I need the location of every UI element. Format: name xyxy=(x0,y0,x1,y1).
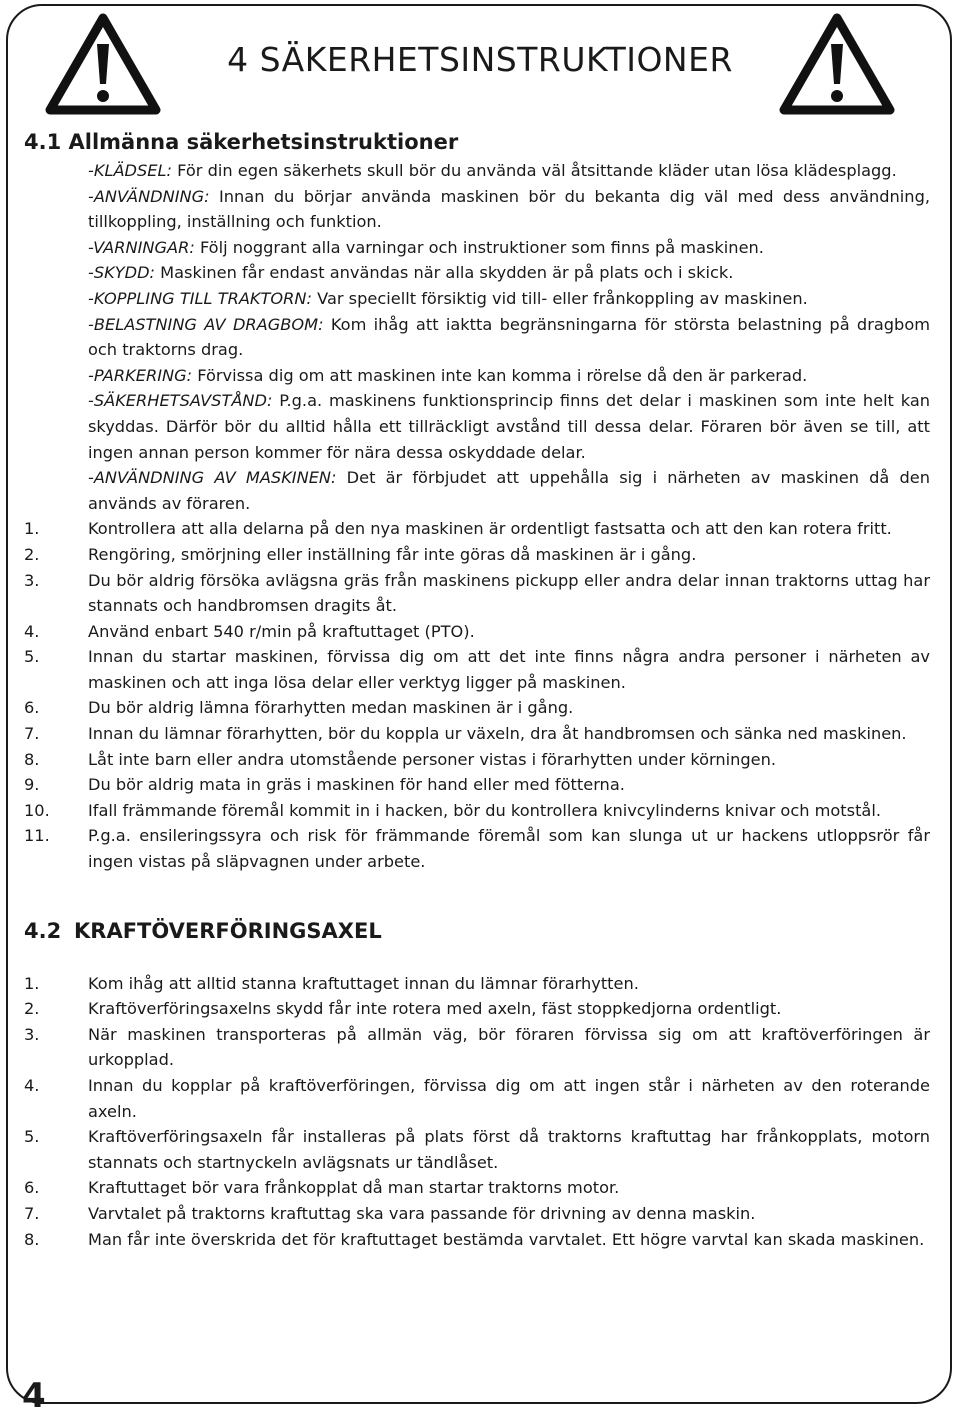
instruction-lead: -VARNINGAR: xyxy=(88,237,195,257)
section-heading xyxy=(24,915,930,947)
instruction-text: Var speciellt försiktig vid till- eller frånkoppling av maskinen. xyxy=(312,288,808,308)
list-item-text: Använd enbart 540 r/min på kraftuttaget (PTO). xyxy=(88,621,475,641)
list-item-text: Kraftöverföringsaxeln får installeras på plats först då traktorns kraftuttag har frånkopplats, motorn stannats och startnyckeln avlägsnats ur tändlåset. xyxy=(88,1127,930,1172)
instruction-lead: -BELASTNING AV DRAGBOM: xyxy=(88,314,324,334)
instruction-lead: -PARKERING: xyxy=(88,365,193,385)
list-item xyxy=(24,996,930,1022)
list-item-text: Kraftuttaget bör vara frånkopplat då man startar traktorns motor. xyxy=(88,1178,620,1198)
list-item-text: Man får inte överskrida det för kraftuttaget bestämda varvtalet. Ett högre varvtal kan skada maskinen. xyxy=(88,1229,925,1249)
instruction-text: P.g.a. maskinens funktionsprincip finns det delar i maskinen som inte helt kan skyddas. Därför bör du alltid hålla ett tillräckligt avstånd till dessa delar. Föraren bör även se till, att ingen annan person kommer för nära dessa oskyddade delar. xyxy=(88,391,930,462)
general-instructions xyxy=(24,158,930,516)
instruction-paragraph xyxy=(88,235,930,261)
instruction-lead: -KLÄDSEL: xyxy=(88,161,172,180)
list-item-text: Kontrollera att alla delarna på den nya maskinen är ordentligt fastsatta och att den kan rotera fritt. xyxy=(88,519,892,539)
instruction-lead: -ANVÄNDNING: xyxy=(88,186,210,206)
instruction-paragraph xyxy=(88,158,930,184)
list-item xyxy=(24,695,930,721)
list-item-text: Innan du kopplar på kraftöverföringen, förvissa dig om att ingen står i närheten av den roterande axeln. xyxy=(88,1076,930,1121)
list-item-text: Rengöring, smörjning eller inställning får inte göras då maskinen är i gång. xyxy=(88,544,697,564)
list-item-number: 8. xyxy=(24,749,40,769)
list-item xyxy=(24,798,930,824)
list-item-number: 2. xyxy=(24,999,40,1019)
list-item-number: 4. xyxy=(24,621,40,641)
list-item xyxy=(24,516,930,542)
list-item-number: 3. xyxy=(24,1024,40,1044)
instruction-paragraph xyxy=(88,388,930,465)
list-item-number: 8. xyxy=(24,1229,40,1249)
page-title: 4 SÄKERHETSINSTRUKTIONER xyxy=(227,40,733,79)
instruction-paragraph xyxy=(88,312,930,363)
list-item-number: 5. xyxy=(24,1127,40,1147)
section-number: 4.1 xyxy=(24,130,62,154)
list-item xyxy=(24,823,930,874)
instruction-paragraph xyxy=(88,363,930,389)
list-item-number: 11. xyxy=(24,826,50,846)
list-item-text: P.g.a. ensileringssyra och risk för främmande föremål som kan slunga ut ur hackens utloppsrör får ingen vistas på släpvagnen under arbete. xyxy=(88,826,930,872)
list-item-text: Innan du startar maskinen, förvissa dig om att det inte finns några andra personer i närheten av maskinen och att inga lösa delar eller verktyg ligger på maskinen. xyxy=(88,647,930,692)
list-item-number: 10. xyxy=(24,800,50,820)
list-item xyxy=(24,721,930,747)
instruction-lead: -KOPPLING TILL TRAKTORN: xyxy=(88,288,312,308)
list-item-number: 6. xyxy=(24,698,40,718)
list-item-number: 9. xyxy=(24,775,40,795)
instruction-paragraph xyxy=(88,465,930,516)
list-item-number: 4. xyxy=(24,1076,40,1095)
list-item xyxy=(24,1227,930,1253)
list-item xyxy=(24,1201,930,1227)
list-item xyxy=(24,568,930,619)
list-item-text: När maskinen transporteras på allmän väg, bör föraren förvissa sig om att kraftöverföringen är urkopplad. xyxy=(88,1024,930,1070)
page-number: 4 xyxy=(22,1376,46,1416)
list-item xyxy=(24,1073,930,1124)
instruction-paragraph xyxy=(88,260,930,286)
list-item xyxy=(24,542,930,568)
warning-triangle-icon xyxy=(44,12,162,116)
list-item-number: 1. xyxy=(24,519,40,539)
section-number: 4.2 xyxy=(24,918,62,943)
list-item xyxy=(24,619,930,645)
list-item-text: Låt inte barn eller andra utomstående personer vistas i förarhytten under körningen. xyxy=(88,749,777,769)
list-item-number: 2. xyxy=(24,544,40,564)
list-item-text: Du bör aldrig mata in gräs i maskinen för hand eller med fötterna. xyxy=(88,775,625,795)
main-content xyxy=(24,126,930,1252)
warning-triangle-icon xyxy=(778,12,896,116)
instruction-text: Maskinen får endast användas när alla skydden är på plats och i skick. xyxy=(155,263,734,283)
instruction-lead: -ANVÄNDNING AV MASKINEN: xyxy=(88,468,337,488)
numbered-list xyxy=(24,516,930,874)
list-item xyxy=(24,1022,930,1073)
section-title: Allmänna säkerhetsinstruktioner xyxy=(68,130,459,154)
instruction-lead: -SKYDD: xyxy=(88,263,156,283)
instruction-text: För din egen säkerhets skull bör du använda väl åtsittande kläder utan lösa klädesplagg. xyxy=(172,161,897,180)
instruction-lead: -SÄKERHETSAVSTÅND: xyxy=(88,391,273,411)
section-heading xyxy=(24,126,930,158)
list-item xyxy=(24,1175,930,1201)
instruction-text: Innan du börjar använda maskinen bör du bekanta dig väl med dess användning, tillkoppling, inställning och funktion. xyxy=(88,186,930,232)
list-item-number: 7. xyxy=(24,724,40,744)
list-item-number: 5. xyxy=(24,647,40,667)
list-item-number: 1. xyxy=(24,973,40,993)
list-item-text: Varvtalet på traktorns kraftuttag ska vara passande för drivning av denna maskin. xyxy=(88,1203,756,1223)
list-item-number: 3. xyxy=(24,570,40,590)
instruction-text: Det är förbjudet att uppehålla sig i närheten av maskinen då den används av föraren. xyxy=(88,468,930,513)
list-item xyxy=(24,1124,930,1175)
list-item-number: 6. xyxy=(24,1178,40,1198)
section-title: KRAFTÖVERFÖRINGSAXEL xyxy=(74,918,382,943)
list-item-text: Innan du lämnar förarhytten, bör du koppla ur växeln, dra åt handbromsen och sänka ned maskinen. xyxy=(88,724,907,744)
list-item-text: Kom ihåg att alltid stanna kraftuttaget innan du lämnar förarhytten. xyxy=(88,973,639,993)
instruction-paragraph xyxy=(88,184,930,235)
instruction-text: Följ noggrant alla varningar och instruktioner som finns på maskinen. xyxy=(194,237,764,257)
list-item xyxy=(24,971,930,997)
list-item xyxy=(24,772,930,798)
list-item-text: Du bör aldrig lämna förarhytten medan maskinen är i gång. xyxy=(88,698,574,718)
list-item-text: Kraftöverföringsaxelns skydd får inte rotera med axeln, fäst stoppkedjorna ordentligt. xyxy=(88,999,782,1019)
numbered-list xyxy=(24,971,930,1253)
instruction-paragraph xyxy=(88,286,930,312)
list-item-number: 7. xyxy=(24,1203,40,1223)
list-item xyxy=(24,644,930,695)
list-item-text: Du bör aldrig försöka avlägsna gräs från maskinens pickupp eller andra delar innan traktorns uttag har stannats och handbromsen dragits åt. xyxy=(88,570,930,616)
instruction-text: Kom ihåg att iaktta begränsningarna för största belastning på dragbom och traktorns drag. xyxy=(88,314,930,360)
list-item xyxy=(24,747,930,773)
instruction-text: Förvissa dig om att maskinen inte kan komma i rörelse då den är parkerad. xyxy=(192,365,808,385)
list-item-text: Ifall främmande föremål kommit in i hacken, bör du kontrollera knivcylinderns knivar och motstål. xyxy=(88,800,881,820)
